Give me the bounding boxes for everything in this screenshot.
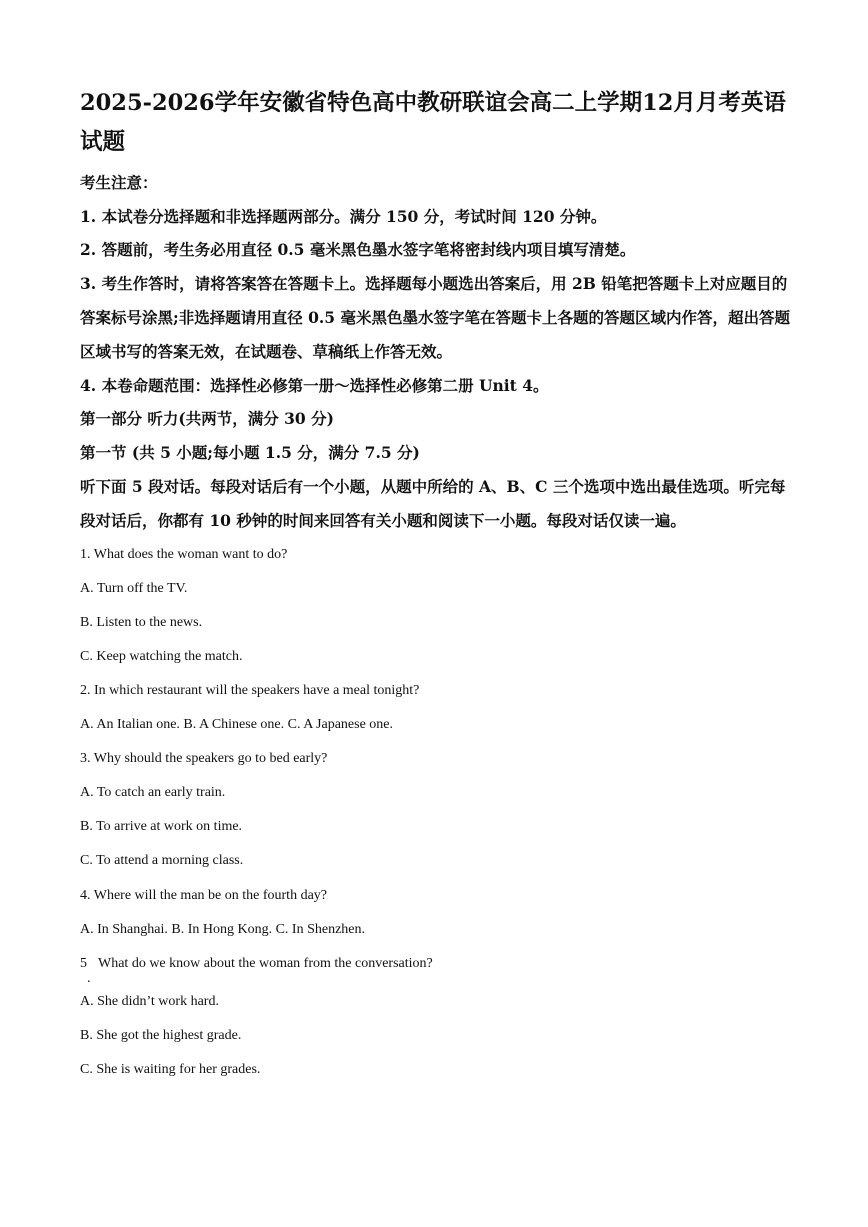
section1-heading: 第一节 (共 5 小题;每小题 1.5 分，满分 7.5 分)	[80, 442, 420, 462]
question-5-stem: What do we know about the woman from the conversation?	[98, 955, 433, 971]
question-3-stem: 3. Why should the speakers go to bed early?	[80, 751, 328, 767]
notice-item-2: 2. 答题前，考生务必用直径 0.5 毫米黑色墨水签字笔将密封线内项目填写清楚。	[80, 240, 636, 260]
question-5-option-b: B. She got the highest grade.	[80, 1027, 242, 1043]
question-5-option-c: C. She is waiting for her grades.	[80, 1061, 261, 1077]
notice-item-4: 4. 本卷命题范围：选择性必修第一册～选择性必修第二册 Unit 4。	[80, 375, 549, 395]
question-4-stem: 4. Where will the man be on the fourth day?	[80, 887, 327, 903]
notice-item-3: 3. 考生作答时，请将答案答在答题卡上。选择题每小题选出答案后，用 2B 铅笔把答题卡上对应题目的答案标号涂黑;非选择题请用直径 0.5 毫米黑色墨水签字笔在答题卡上各题的答题区域内作答，超出答题区域书写的答案无效，在试题卷、草稿纸上作答无效。	[80, 273, 790, 361]
question-1-option-a: A. Turn off the TV.	[80, 580, 188, 596]
exam-page	[80, 84, 800, 1087]
notice-item-1: 1. 本试卷分选择题和非选择题两部分。满分 150 分，考试时间 120 分钟。	[80, 206, 607, 226]
question-1-stem: 1. What does the woman want to do?	[80, 546, 288, 562]
question-3-option-b: B. To arrive at work on time.	[80, 819, 243, 835]
page-title: 2025-2026学年安徽省特色高中教研联谊会高二上学期12月月考英语试题	[80, 90, 786, 155]
question-3-option-c: C. To attend a morning class.	[80, 853, 244, 869]
question-5-dot: .	[87, 970, 91, 986]
question-4-options: A. In Shanghai. B. In Hong Kong. C. In Shenzhen.	[80, 921, 366, 937]
question-1-option-b: B. Listen to the news.	[80, 614, 203, 630]
listening-instructions: 听下面 5 段对话。每段对话后有一个小题，从题中所给的 A、B、C 三个选项中选出最佳选项。听完每段对话后，你都有 10 秒钟的时间来回答有关小题和阅读下一小题。每段对话仅读一遍。	[80, 476, 786, 530]
question-3-option-a: A. To catch an early train.	[80, 785, 226, 801]
question-5-option-a: A. She didn’t work hard.	[80, 993, 219, 1009]
question-1-option-c: C. Keep watching the match.	[80, 648, 243, 664]
notice-heading: 考生注意：	[80, 173, 158, 192]
question-2-stem: 2. In which restaurant will the speakers have a meal tonight?	[80, 682, 420, 698]
question-2-options: A. An Italian one. B. A Chinese one. C. A Japanese one.	[80, 717, 394, 733]
part1-heading: 第一部分 听力(共两节，满分 30 分)	[80, 409, 334, 429]
question-5-number: 5	[80, 955, 87, 971]
